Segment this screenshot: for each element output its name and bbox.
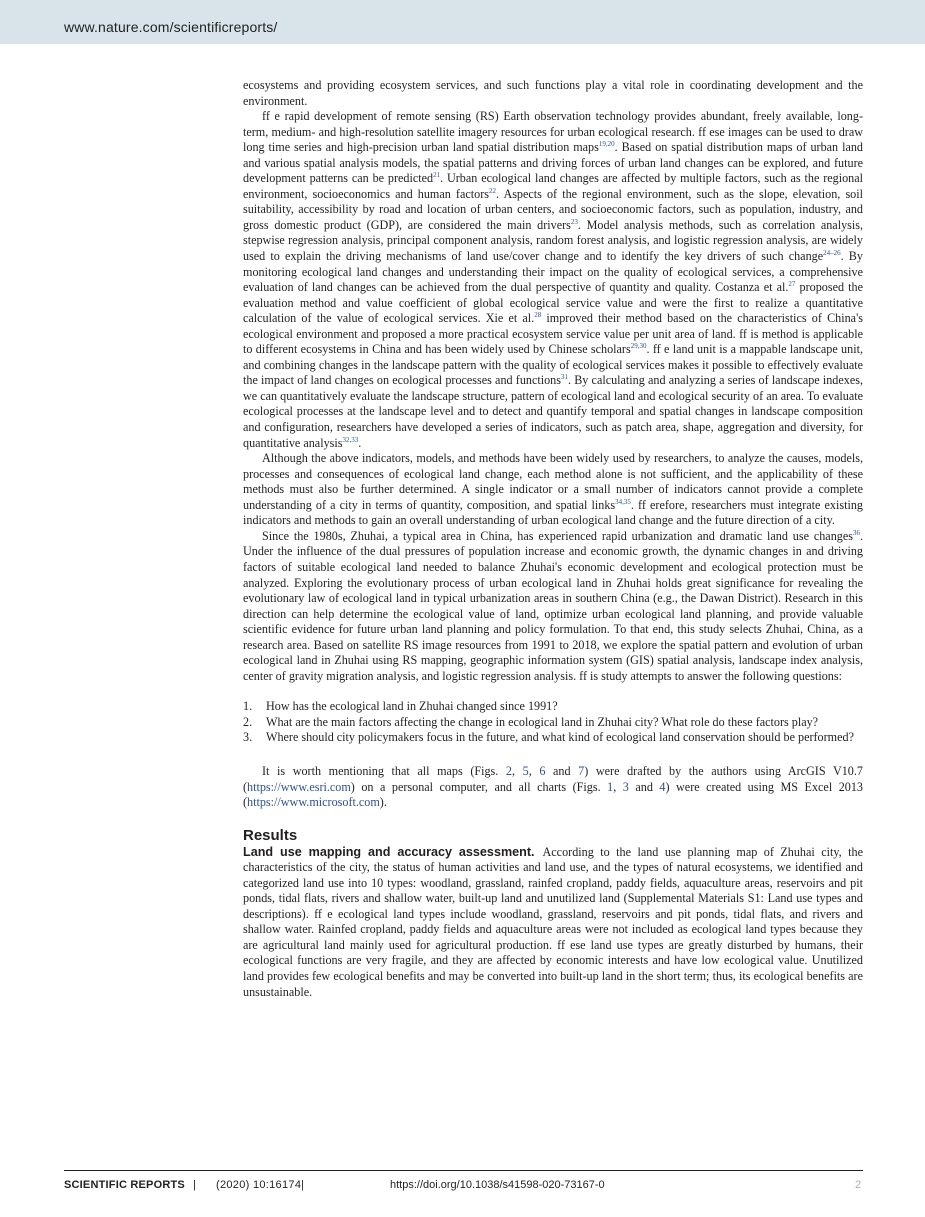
footer-separator: | bbox=[301, 1179, 304, 1191]
ref-23-link[interactable]: 23 bbox=[570, 217, 578, 226]
ref-34-35-link[interactable]: 34,35 bbox=[615, 497, 631, 506]
list-item: 3. Where should city policymakers focus in the future, and what kind of ecological land conservation should be performed? bbox=[243, 730, 854, 745]
fig-2-link[interactable]: 2 bbox=[505, 763, 512, 778]
paragraph-zhuhai: Since the 1980s, Zhuhai, a typical area in China, has experienced rapid urbanization and dramatic land use changes$^{36}$. Under the influence of the dual pressures of population increase and economic growth, the dynamic changes in and driving factors of suitable ecological land needed to balance Zhuhai's economic development and ecological protection must be analyzed. Exploring the evolutionary process of urban ecological land in Zhuhai holds great significance for revealing the evolutionary law of ecological land in typical urbanization areas in southern China (e.g., the Dawan District). Research in this direction can help determine the ecological value of land, optimize urban ecological land planning, and provide valuable scientific evidence for future urban land planning and policy formulation. To that end, this study selects Zhuhai, China, as a research area. Based on satellite RS image resources from 1991 to 2018, we explore the spatial pattern and evolution of urban ecological land in Zhuhai using RS mapping, geographic information system (GIS) spatial analysis, landscape index analysis, center of gravity migration analysis, and logistic regression analysis. ff is study attempts to answer the following questions: bbox=[243, 528, 863, 683]
microsoft-link[interactable]: https://www.microsoft.com bbox=[247, 795, 380, 810]
paragraph-indicators: Although the above indicators, models, and methods have been widely used by researchers, to analyze the causes, models, processes and consequences of ecological land change, each method alone is not sufficient, and the applicability of these methods must also be further determined. A single indicator or a small number of indicators cannot provide a complete understanding of a city in terms of quantity, composition, and spatial links$^{34,35}$. ff erefore, researchers must integrate existing indicators and methods to gain an overall understanding of urban ecological land change and the future direction of a city. bbox=[243, 451, 863, 528]
header-bar bbox=[0, 0, 925, 44]
esri-link[interactable]: https://www.esri.com bbox=[247, 779, 351, 794]
list-item: 1. How has the ecological land in Zhuhai changed since 1991? bbox=[243, 699, 558, 714]
paragraph-remote-sensing: ff e rapid development of remote sensing (RS) Earth observation technology provides abundant, freely available, long-term, medium- and high-resolution satellite imagery resources for urban ecological research. ff ese images can be used to draw long time series and high-precision urban land spatial distribution maps$^{19,20}$. Based on spatial distribution maps of urban land and various spatial analysis models, the spatial patterns and driving forces of urban land changes can be explored, and future development patterns can be predicted$^{21}$. Urban ecological land changes are affected by multiple factors, such as the regional environment, socioeconomics and human factors$^{22}$. Aspects of the regional environment, such as the slope, elevation, soil suitability, accessibility by road and location of urban centers, and socioeconomic factors, such as population, industry, and gross domestic product (GDP), are considered the main drivers$^{23}$. Model analysis methods, such as correlation analysis, stepwise regression analysis, principal component analysis, random forest analysis, and logistic regression analysis, are widely used to explain the driving mechanisms of land use/cover change and to identify the key drivers of such change$^{24-26}$. By monitoring ecological land changes and understanding their impact on the quality of ecological services, a comprehensive evaluation of land changes can be achieved from the dual perspective of quantity and quality. Costanza et al.$^{27}$ proposed the evaluation method and value coefficient of global ecological service value and were the first to realize a quantitative calculation of the value of ecological services. Xie et al.$^{28}$ improved their method based on the characteristics of China's ecological environment and proposed a more practical ecosystem service value per unit area of land. ff is method is applicable to different ecosystems in China and has been widely used by Chinese scholars$^{29,30}$. ff e land unit is a mappable landscape unit, and combining changes in the landscape pattern with the quality of ecological services makes it possible to effectively evaluate the impact of land changes on ecological processes and functions$^{31}$. By calculating and analyzing a series of landscape indexes, we can quantitatively evaluate the landscape structure, pattern of ecological land and ecological security of an area. To evaluate ecological processes at the landscape level and to detect and quantify temporal and spatial changes in landscape composition and configuration, researchers have developed a series of indicators, such as patch area, shape, aggregation and diversity, for quantitative analysis$^{32,33}$. bbox=[243, 109, 863, 450]
footer-divider bbox=[64, 1170, 863, 1171]
ref-21-link[interactable]: 21 bbox=[433, 171, 441, 180]
fig-6-link[interactable]: 6 bbox=[539, 763, 546, 778]
research-questions-list bbox=[243, 699, 863, 746]
footer-doi-link[interactable]: https://doi.org/10.1038/s41598-020-73167-0 bbox=[390, 1179, 605, 1191]
fig-3-link[interactable]: 3 bbox=[622, 779, 629, 794]
ref-28-link[interactable]: 28 bbox=[534, 311, 542, 320]
footer-citation: (2020) 10:16174 bbox=[216, 1179, 302, 1191]
fig-4-link[interactable]: 4 bbox=[659, 779, 666, 794]
results-heading: Results bbox=[243, 826, 298, 844]
ref-27-link[interactable]: 27 bbox=[788, 280, 796, 289]
ref-32-33-link[interactable]: 32,33 bbox=[342, 435, 359, 444]
footer-separator: | bbox=[193, 1179, 196, 1191]
subsection-heading: Land use mapping and accuracy assessment. bbox=[243, 844, 535, 859]
ref-36-link[interactable]: 36 bbox=[852, 528, 860, 537]
paragraph-land-use-mapping: Land use mapping and accuracy assessment. According to the land use planning map of Zhuhai city, the characteristics of the city, the status of human activities and land use, and the types of natural ecosystems, we identified and categorized land use into 10 types: woodland, grassland, rainfed cropland, paddy fields, aquaculture areas, reservoirs and pit ponds, tidal flats, rivers and shallow water, built-up land and unutilized land (Supplemental Materials S1: Land use types and descriptions). ff e ecological land types include woodland, grassland, reservoirs and pit ponds, tidal flats, and rivers and shallow water. Rainfed cropland, paddy fields and aquaculture areas were not included as ecological land types because they are agricultural land mainly used for agricultural production. ff ese land use types are greatly disturbed by humans, their ecological functions are very fragile, and they are affected by economic interests and have low ecological value. Unutilized land provides few ecological benefits and may be converted into built-up land in the short term; thus, its ecological benefits are unsustainable. bbox=[243, 844, 863, 999]
ref-22-link[interactable]: 22 bbox=[488, 186, 496, 195]
ref-31-link[interactable]: 31 bbox=[560, 373, 568, 382]
ref-29-30-link[interactable]: 29,30 bbox=[630, 342, 647, 351]
ref-24-26-link[interactable]: 24–26 bbox=[823, 249, 841, 258]
footer-journal-name: SCIENTIFIC REPORTS bbox=[64, 1179, 185, 1191]
fig-1-link[interactable]: 1 bbox=[607, 779, 614, 794]
list-item: 2. What are the main factors affecting the change in ecological land in Zhuhai city? What role do these factors play? bbox=[243, 714, 819, 729]
journal-url-link[interactable]: www.nature.com/scientificreports/ bbox=[64, 19, 278, 35]
article-body bbox=[243, 78, 863, 1000]
paragraph-intro-end: ecosystems and providing ecosystem services, and such functions play a vital role in coordinating development and the environment. bbox=[243, 78, 863, 108]
fig-5-link[interactable]: 5 bbox=[522, 763, 529, 778]
ref-19-20-link[interactable]: 19,20 bbox=[598, 140, 615, 149]
page-number: 2 bbox=[855, 1179, 862, 1191]
paragraph-software-note: It is worth mentioning that all maps (Figs. 2, 5, 6 and 7) were drafted by the authors using ArcGIS V10.7 (https://www.esri.com) on a personal computer, and all charts (Figs. 1, 3 and 4) were created using MS Excel 2013 (https://www.microsoft.com). bbox=[243, 763, 863, 810]
fig-7-link[interactable]: 7 bbox=[578, 763, 585, 778]
